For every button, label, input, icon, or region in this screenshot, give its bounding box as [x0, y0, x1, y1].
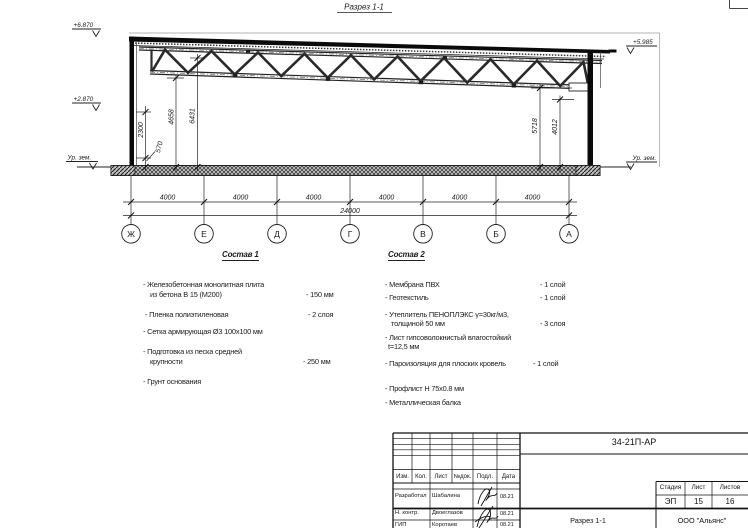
row-role: Разработал	[395, 492, 427, 499]
axis-label-g: Г	[347, 228, 353, 239]
composition-2-title: Состав 2	[388, 250, 425, 259]
axis-label-e: Е	[201, 228, 207, 239]
col-list: Лист	[434, 473, 448, 480]
dim-bay-1: 4000	[159, 194, 176, 202]
composition-1-title: Состав 1	[222, 250, 259, 259]
material-line: - Лист гипсоволокнистый влагостойкий	[385, 333, 512, 342]
dim-4658: 4658	[168, 109, 176, 125]
col-kol: Кол.	[415, 473, 427, 480]
material-value: - 3 слоя	[540, 319, 566, 328]
col-data: Дата	[501, 473, 516, 480]
dim-570: 570	[154, 140, 165, 154]
section-title: Разрез 1-1	[344, 2, 384, 12]
horizontal-dimensions	[123, 176, 577, 225]
material-line: толщиной 50 мм	[391, 319, 445, 328]
col-izm: Изм.	[396, 473, 409, 480]
dim-6431: 6431	[189, 108, 197, 124]
material-line: t=12,5 мм	[388, 342, 420, 351]
sheet-value: 15	[694, 496, 703, 506]
row-date: 08.21	[500, 493, 514, 500]
row-date: 08.21	[500, 522, 514, 528]
row-name: Шабалина	[432, 492, 460, 499]
dim-bay-5: 4000	[451, 194, 468, 202]
material-line: - Профлист Н 75х0.8 мм	[385, 384, 464, 393]
elevation-mid-left: +2.870	[73, 96, 94, 103]
axis-label-d: Д	[274, 228, 280, 239]
corner-box	[730, 0, 748, 9]
axis-label-b: Б	[493, 228, 499, 239]
axis-label-v: В	[420, 228, 426, 239]
dim-2300: 2300	[138, 122, 146, 138]
row-name: Двоеглазов	[432, 510, 463, 516]
floor-slab	[77, 166, 631, 176]
row-role: Н. контр.	[395, 510, 419, 516]
elevation-ground-left: Ур. зем.	[67, 154, 92, 162]
material-line: - Геотекстиль	[385, 293, 429, 302]
row-name: Коротаев	[432, 521, 458, 528]
signature-1	[478, 487, 497, 506]
material-line: - Железобетонная монолитная плита	[143, 280, 265, 289]
dim-bay-4: 4000	[378, 194, 395, 202]
row-date: 08.21	[500, 510, 514, 517]
stage-value: ЭП	[664, 496, 677, 506]
roof-truss	[139, 47, 602, 91]
material-line: крупности	[150, 357, 183, 366]
elevation-top-left: +6.870	[73, 22, 94, 29]
material-line: из бетона В 15 (М200)	[150, 290, 222, 299]
material-line: - Подготовка из песка средней	[143, 347, 242, 356]
drawing-title: Разрез 1-1	[570, 516, 606, 525]
axis-label-zh: Ж	[127, 228, 135, 239]
material-line: - Мембрана ПВХ	[385, 280, 440, 289]
signatures	[475, 487, 498, 528]
axis-label-a: А	[566, 228, 572, 239]
row-role: ГИП	[395, 521, 407, 528]
dim-4012: 4012	[551, 119, 559, 135]
doc-code: 34-21П-АР	[611, 437, 657, 447]
sheets-value: 16	[725, 496, 735, 506]
stage-label: Стадия	[659, 483, 682, 491]
dim-bay-2: 4000	[232, 194, 249, 202]
material-line: - Утеплитель ПЕНОПЛЭКС γ=30кг/м3,	[385, 310, 509, 319]
sheet-label: Лист	[691, 483, 706, 491]
material-value: - 150 мм	[306, 290, 334, 299]
dim-5718: 5718	[532, 118, 540, 134]
truss-end-plate	[569, 83, 589, 91]
material-value: - 2 слоя	[308, 310, 334, 319]
material-line: - Грунт основания	[143, 377, 202, 386]
material-value: - 1 слой	[533, 359, 559, 368]
dim-bay-6: 4000	[524, 194, 541, 202]
dim-total: 24000	[340, 208, 360, 215]
material-line: - Металлическая балка	[385, 398, 461, 407]
dim-bay-3: 4000	[305, 194, 322, 202]
material-value: - 1 слой	[540, 293, 566, 302]
vertical-dimensions	[136, 54, 574, 171]
material-line: - Сетка армирующая Ø3 100х100 мм	[143, 327, 263, 336]
elevation-top-right: +5.985	[633, 39, 653, 46]
material-value: - 250 мм	[303, 357, 331, 366]
material-line: - Пароизоляция для плоских кровель	[385, 359, 506, 368]
axis-bubbles	[122, 225, 579, 244]
company-name: ООО "Альянс"	[677, 515, 727, 525]
col-podl: Подл.	[476, 473, 494, 480]
material-line: - Пленка полиэтиленовая	[145, 310, 229, 319]
elevation-ground-right: Ур. зем.	[632, 155, 657, 162]
col-ndok: №док.	[453, 473, 472, 480]
sheets-label: Листов	[719, 483, 741, 491]
material-value: - 1 слой	[540, 280, 566, 289]
